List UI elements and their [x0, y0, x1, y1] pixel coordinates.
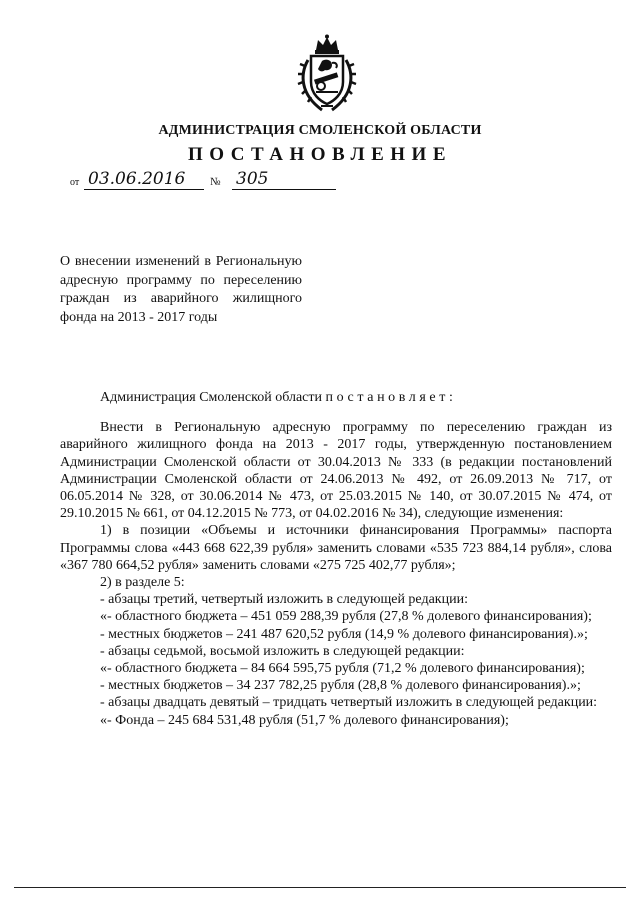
document-body: [60, 389, 612, 729]
paragraph: - абзацы двадцать девятый – тридцать четвертый изложить в следующей редакции:: [100, 695, 598, 711]
intro-text: Администрация Смоленской области: [100, 390, 323, 405]
page-bottom-rule: [14, 887, 626, 888]
paragraph: - абзацы третий, четвертый изложить в следующей редакции:: [100, 592, 468, 608]
document-type: ПОСТАНОВЛЕНИЕ: [187, 144, 453, 165]
paragraph: - местных бюджетов – 34 237 782,25 рубля (28,8 % долевого финансирования).»;: [100, 678, 581, 694]
organization-name: АДМИНИСТРАЦИЯ СМОЛЕНСКОЙ ОБЛАСТИ: [158, 123, 482, 138]
document-date: 03.06.2016: [84, 169, 204, 190]
paragraph: - абзацы седьмой, восьмой изложить в следующей редакции:: [100, 643, 465, 659]
paragraph: - местных бюджетов – 241 487 620,52 рубля (14,9 % долевого финансирования).»;: [100, 626, 588, 642]
intro-paragraph: [60, 389, 612, 406]
smolensk-coat-of-arms-icon: [296, 34, 358, 114]
paragraph: «- областного бюджета – 84 664 595,75 рубля (71,2 % долевого финансирования);: [100, 661, 585, 677]
intro-verb: постановляет:: [325, 390, 457, 405]
document-number: 305: [232, 169, 336, 190]
document-number-line: [70, 168, 370, 192]
paragraph: «- Фонда – 245 684 531,48 рубля (51,7 % долевого финансирования);: [100, 712, 509, 728]
date-label: от: [70, 177, 80, 188]
paragraph: Внести в Региональную адресную программу по переселению граждан из аварийного жилищного фонда на 2013 - 2017 годы, утвержденную постановлением Администрации Смоленской области от 30.04.2013 № 333 (в редакции постановлений Администрации Смоленской области от 24.06.2013 № 492, от 26.09.2013 № 717, от 06.05.2014 № 328, от 30.06.2014 № 473, от 25.03.2015 № 140, от 30.07.2015 № 474, от 29.10.2015 № 661, от 04.12.2015 № 773, от 04.02.2016 № 34), следующие изменения:: [60, 420, 612, 522]
document-subject: О внесении изменений в Региональную адресную программу по переселению граждан из аварийного жилищного фонда на 2013 - 2017 годы: [60, 254, 302, 325]
paragraph: «- областного бюджета – 451 059 288,39 рубля (27,8 % долевого финансирования);: [100, 609, 592, 625]
number-label: №: [210, 176, 221, 188]
paragraph: 1) в позиции «Объемы и источники финансирования Программы» паспорта Программы слова «443 668 622,39 рубля» заменить словами «535 723 884,14 рубля», слова «367 780 664,52 рубля» заменить словами «275 725 402,77 рубля»;: [60, 523, 612, 573]
paragraph: 2) в разделе 5:: [100, 575, 185, 591]
